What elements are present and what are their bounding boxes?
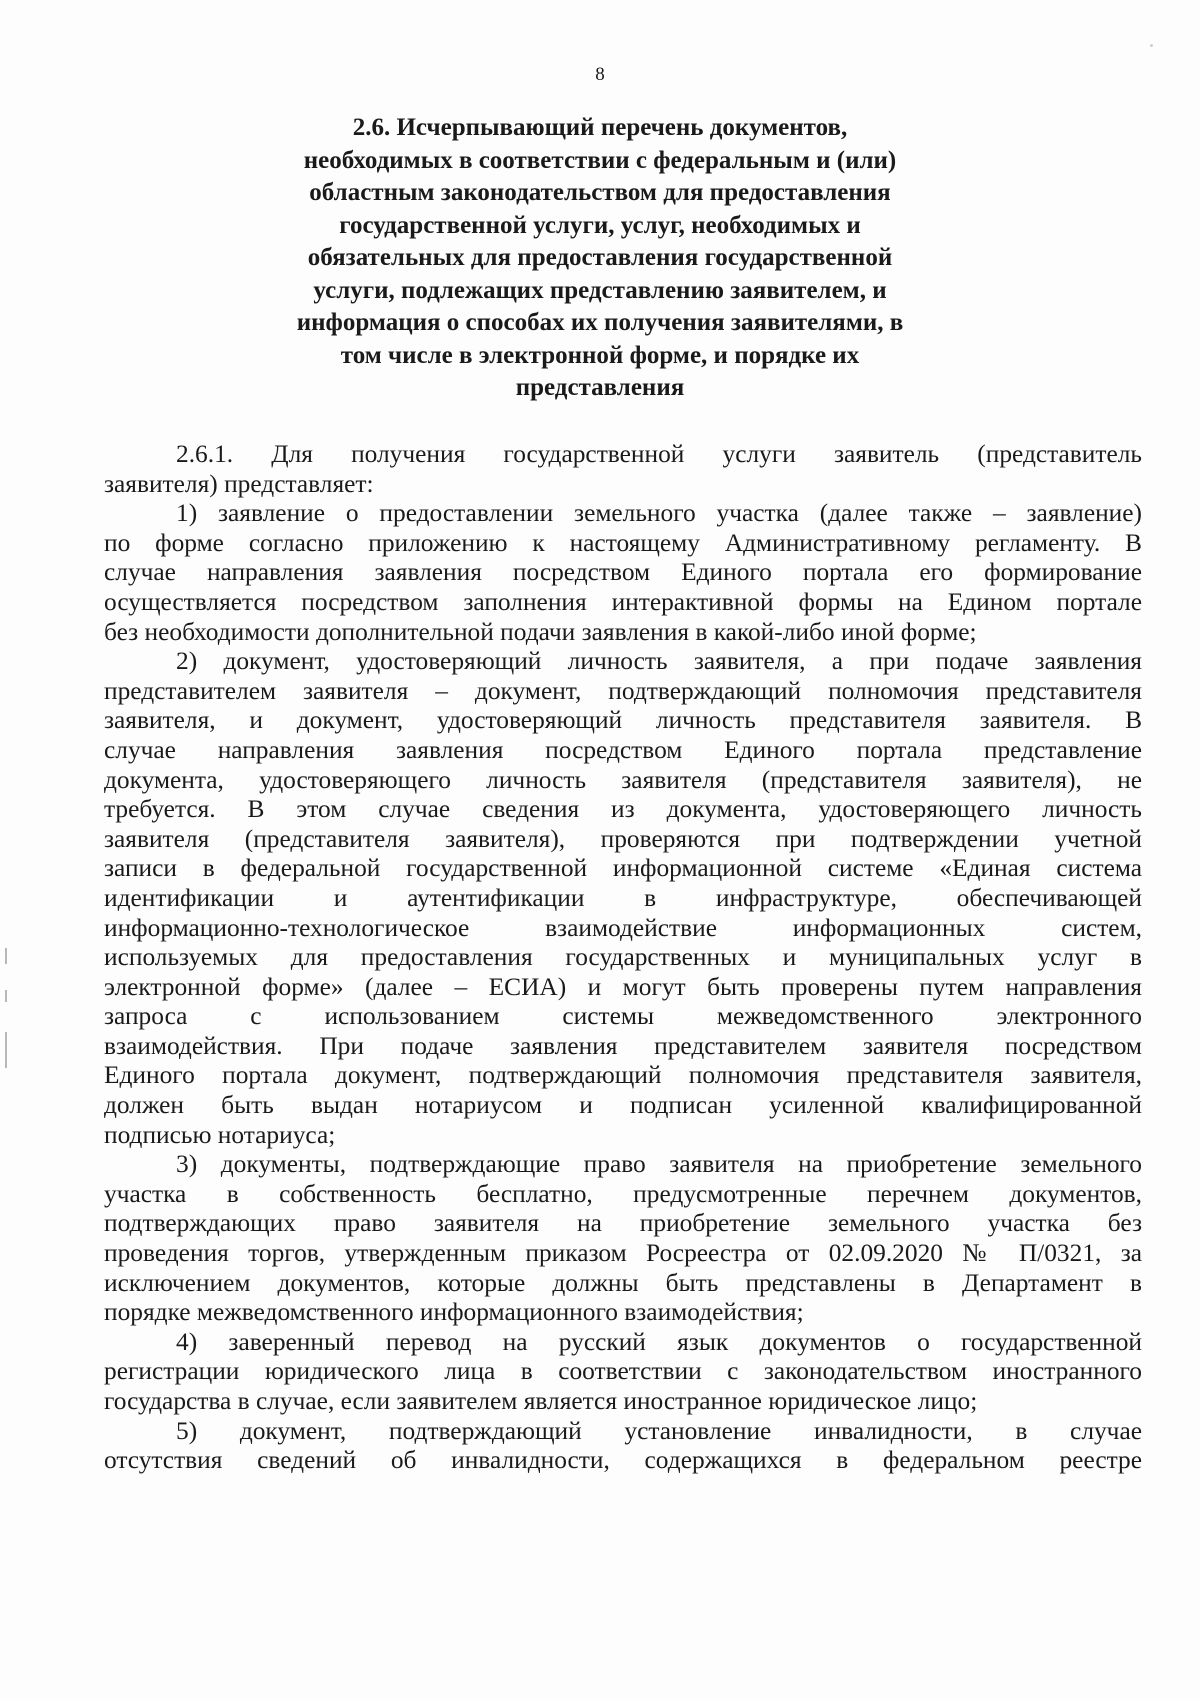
text-line: заявителя) представляет: — [104, 469, 374, 498]
text-line: используемых для предоставления государственных и муниципальных услуг в — [104, 943, 1142, 972]
text-line: представителем заявителя – документ, подтверждающий полномочия представителя — [104, 676, 1142, 705]
section-heading — [240, 112, 960, 405]
text-line: регистрации юридического лица в соответствии с законодательством иностранного — [104, 1357, 1142, 1386]
heading-line: государственной услуги, услуг, необходимых и — [339, 211, 861, 239]
scan-margin-mark — [5, 948, 7, 964]
text-line: без необходимости дополнительной подачи заявления в какой-либо иной форме; — [104, 617, 977, 646]
text-line: требуется. В этом случае сведения из документа, удостоверяющего личность — [104, 795, 1142, 824]
text-line: 3) документы, подтверждающие право заявителя на приобретение земельного — [176, 1150, 1142, 1179]
text-line: отсутствия сведений об инвалидности, содержащихся в федеральном реестре — [104, 1446, 1142, 1475]
text-line: 2.6.1. Для получения государственной услуги заявитель (представитель — [176, 440, 1142, 468]
text-line: запроса с использованием системы межведомственного электронного — [104, 1002, 1142, 1031]
text-line: по форме согласно приложению к настоящему Административному регламенту. В — [104, 528, 1142, 557]
text-line: документа, удостоверяющего личность заявителя (представителя заявителя), не — [104, 765, 1142, 794]
text-line: государства в случае, если заявителем является иностранное юридическое лицо; — [104, 1387, 978, 1415]
scan-speck — [1150, 44, 1153, 47]
heading-line: областным законодательством для предоставления — [309, 179, 891, 206]
heading-line: том числе в электронной форме, и порядке их — [340, 341, 860, 369]
body-text — [104, 440, 1142, 1476]
scan-margin-mark — [5, 1032, 7, 1068]
text-line: 2) документ, удостоверяющий личность заявителя, а при подаче заявления — [176, 647, 1142, 676]
scan-margin-mark — [5, 990, 7, 1002]
text-line: Единого портала документ, подтверждающий полномочия представителя заявителя, — [104, 1061, 1142, 1090]
text-line: заявителя (представителя заявителя), проверяются при подтверждении учетной — [104, 824, 1142, 853]
text-line: должен быть выдан нотариусом и подписан усиленной квалифицированной — [104, 1091, 1142, 1120]
heading-line: обязательных для предоставления государственной — [307, 244, 893, 271]
text-line: взаимодействия. При подаче заявления представителем заявителя посредством — [104, 1031, 1142, 1060]
text-line: подтверждающих право заявителя на приобретение земельного участка без — [104, 1209, 1142, 1238]
text-line: подписью нотариуса; — [104, 1120, 336, 1149]
text-line: 5) документ, подтверждающий установление инвалидности, в случае — [176, 1416, 1142, 1445]
page-number: 8 — [595, 64, 605, 85]
text-line: записи в федеральной государственной информационной системе «Единая система — [104, 854, 1142, 883]
text-line: исключением документов, которые должны быть представлены в Департамент в — [104, 1268, 1142, 1297]
heading-line: информация о способах их получения заявителями, в — [296, 309, 904, 336]
text-line: идентификации и аутентификации в инфраструктуре, обеспечивающей — [104, 883, 1142, 912]
text-line: электронной форме» (далее – ЕСИА) и могут быть проверены путем направления — [104, 972, 1142, 1001]
text-line: случае направления заявления посредством Единого портала представление — [104, 735, 1142, 764]
heading-line: представления — [515, 374, 685, 401]
text-line: информационно-технологическое взаимодействие информационных систем, — [104, 913, 1142, 942]
heading-line: необходимых в соответствии с федеральным и (или) — [303, 146, 897, 174]
text-line: 4) заверенный перевод на русский язык документов о государственной — [176, 1327, 1142, 1356]
heading-line: 2.6. Исчерпывающий перечень документов, — [352, 114, 848, 141]
text-line: осуществляется посредством заполнения интерактивной формы на Едином портале — [104, 587, 1142, 616]
text-line: случае направления заявления посредством Единого портала его формирование — [104, 558, 1142, 587]
heading-line: услуги, подлежащих представлению заявителем, и — [313, 276, 887, 304]
text-line: участка в собственность бесплатно, предусмотренные перечнем документов, — [104, 1179, 1142, 1208]
text-line: порядке межведомственного информационного взаимодействия; — [104, 1298, 804, 1327]
text-line: 1) заявление о предоставлении земельного участка (далее также – заявление) — [176, 499, 1142, 528]
text-line: заявителя, и документ, удостоверяющий личность представителя заявителя. В — [104, 706, 1142, 735]
text-line: проведения торгов, утвержденным приказом Росреестра от 02.09.2020 № П/0321, за — [104, 1239, 1142, 1268]
